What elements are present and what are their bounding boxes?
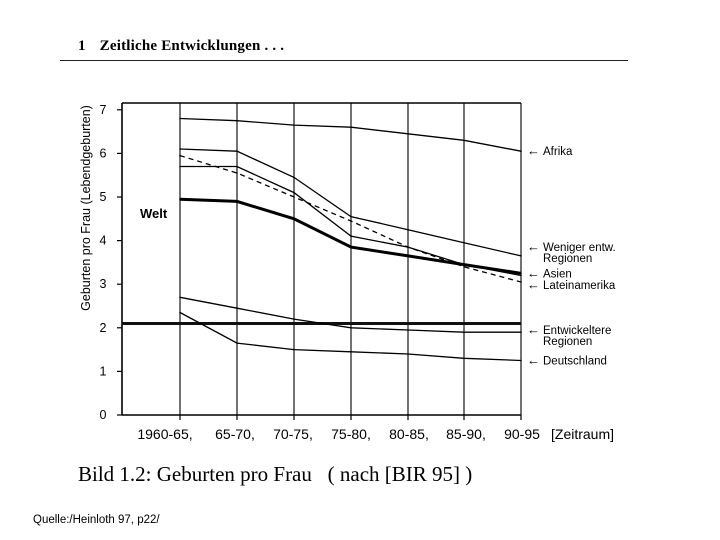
y-tick-label: 3 bbox=[99, 277, 107, 292]
data-point-weniger-entw-regionen bbox=[463, 242, 465, 244]
figure-caption: Bild 1.2: Geburten pro Frau ( nach [BIR 95] ) bbox=[78, 462, 473, 486]
data-point-entwickeltere-regionen bbox=[236, 307, 238, 309]
series-label-lateinamerika: Lateinamerika bbox=[543, 280, 616, 293]
data-point-afrika bbox=[293, 124, 295, 126]
series-label-entwickeltere-regionen: Regionen bbox=[543, 335, 593, 348]
data-point-welt bbox=[407, 255, 409, 257]
label-arrow-icon: ← bbox=[527, 143, 540, 159]
data-point-asien bbox=[179, 166, 181, 168]
data-point-entwickeltere-regionen bbox=[407, 329, 409, 331]
x-tick-label: 90-95 bbox=[504, 426, 540, 442]
data-point-weniger-entw-regionen bbox=[236, 150, 238, 152]
series-labels bbox=[140, 143, 616, 367]
series-label-weniger-entw-regionen: Weniger entw. bbox=[543, 242, 616, 255]
y-tick-label: 1 bbox=[99, 364, 107, 379]
data-point-afrika bbox=[179, 118, 181, 120]
series-label-weniger-entw-regionen: Regionen bbox=[543, 253, 593, 266]
x-tick-label: 1960-65, bbox=[137, 426, 193, 442]
label-arrow-icon: ← bbox=[527, 321, 540, 337]
x-axis-label: [Zeitraum] bbox=[551, 426, 615, 442]
data-point-afrika bbox=[520, 150, 522, 152]
data-point-welt bbox=[236, 201, 238, 203]
series-label-asien: Asien bbox=[543, 268, 572, 281]
data-point-lateinamerika bbox=[350, 220, 352, 222]
data-point-weniger-entw-regionen bbox=[407, 229, 409, 231]
y-tick-label: 2 bbox=[99, 320, 107, 335]
data-point-lateinamerika bbox=[236, 172, 238, 174]
data-point-asien bbox=[293, 192, 295, 194]
data-point-deutschland bbox=[520, 360, 522, 362]
data-point-welt bbox=[179, 198, 181, 200]
data-point-deutschland bbox=[236, 342, 238, 344]
data-point-weniger-entw-regionen bbox=[350, 216, 352, 218]
data-point-welt bbox=[293, 218, 295, 220]
source-note: Quelle:/Heinloth 97, p22/ bbox=[33, 514, 160, 526]
data-point-lateinamerika bbox=[179, 155, 181, 157]
data-point-asien bbox=[520, 275, 522, 277]
y-tick-label: 0 bbox=[99, 408, 107, 422]
data-point-afrika bbox=[350, 126, 352, 128]
data-point-deutschland bbox=[179, 312, 181, 314]
data-point-entwickeltere-regionen bbox=[463, 331, 465, 333]
data-point-deutschland bbox=[350, 351, 352, 353]
data-point-deutschland bbox=[407, 353, 409, 355]
data-point-afrika bbox=[407, 133, 409, 135]
data-point-deutschland bbox=[293, 349, 295, 351]
data-point-lateinamerika bbox=[407, 246, 409, 248]
y-tick-label: 5 bbox=[99, 190, 107, 204]
data-point-weniger-entw-regionen bbox=[293, 177, 295, 179]
data-point-afrika bbox=[463, 140, 465, 142]
chart-axes bbox=[100, 103, 541, 442]
label-arrow-icon: ← bbox=[527, 352, 540, 368]
x-tick-label: 85-90, bbox=[446, 426, 486, 442]
data-point-asien bbox=[350, 235, 352, 237]
data-point-welt bbox=[520, 273, 522, 275]
data-point-lateinamerika bbox=[463, 266, 465, 268]
data-point-welt bbox=[463, 264, 465, 266]
series-label-afrika: Afrika bbox=[543, 146, 573, 159]
data-point-lateinamerika bbox=[293, 196, 295, 198]
data-point-entwickeltere-regionen bbox=[179, 297, 181, 299]
data-point-lateinamerika bbox=[520, 281, 522, 283]
data-point-entwickeltere-regionen bbox=[520, 331, 522, 333]
series-label-welt: Welt bbox=[140, 206, 168, 222]
data-point-weniger-entw-regionen bbox=[179, 148, 181, 150]
x-tick-label: 70-75, bbox=[273, 426, 313, 442]
data-point-asien bbox=[236, 166, 238, 168]
data-point-welt bbox=[350, 246, 352, 248]
series-label-deutschland: Deutschland bbox=[543, 355, 607, 368]
label-arrow-icon: ← bbox=[527, 265, 540, 281]
y-tick-label: 6 bbox=[99, 146, 107, 161]
y-tick-label: 7 bbox=[99, 102, 107, 117]
data-point-weniger-entw-regionen bbox=[520, 255, 522, 257]
label-arrow-icon: ← bbox=[527, 277, 540, 293]
data-point-afrika bbox=[236, 120, 238, 122]
data-point-entwickeltere-regionen bbox=[350, 327, 352, 329]
y-tick-label: 4 bbox=[99, 233, 107, 248]
x-tick-label: 80-85, bbox=[389, 426, 429, 442]
data-point-entwickeltere-regionen bbox=[293, 318, 295, 320]
y-axis-label: Geburten pro Frau (Lebendgeburten) bbox=[79, 105, 93, 311]
x-tick-label: 75-80, bbox=[331, 426, 371, 442]
x-tick-label: 65-70, bbox=[215, 426, 255, 442]
label-arrow-icon: ← bbox=[527, 239, 540, 255]
data-point-deutschland bbox=[463, 358, 465, 360]
section-number: 1 bbox=[78, 38, 86, 54]
series-label-entwickeltere-regionen: Entwickeltere bbox=[543, 324, 612, 337]
section-title: Zeitliche Entwicklungen . . . bbox=[99, 38, 285, 54]
